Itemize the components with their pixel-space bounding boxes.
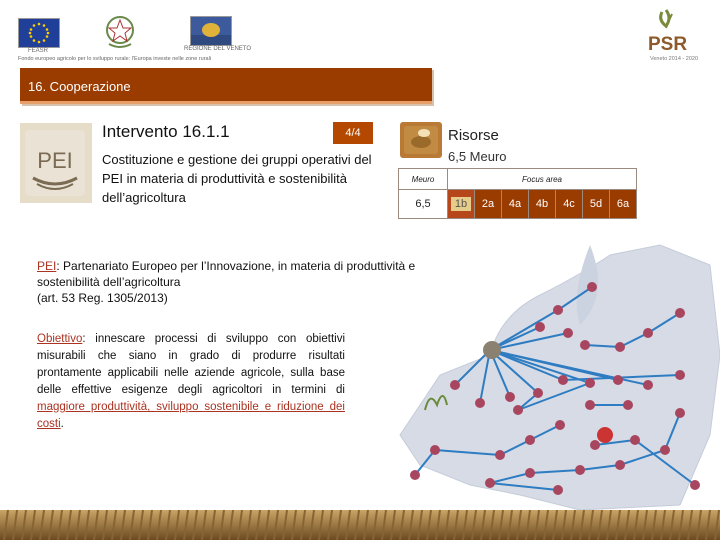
objective-end: . [60,418,64,430]
network-node [475,398,485,408]
veneto-region-logo [190,16,232,46]
wheat-footer-banner [0,510,720,540]
focus-area-cell: 5d [583,190,610,219]
header-caption: Fondo europeo agricolo per lo sviluppo rurale: l'Europa investe nelle zone rurali [18,56,212,62]
network-node [643,380,653,390]
veneto-logo-label: REGIONE DEL VENETO [184,46,252,52]
network-node [430,445,440,455]
italian-emblem-logo [103,12,137,52]
network-node [553,485,563,495]
intervention-description: Costituzione e gestione dei gruppi operativi del PEI in materia di produttività e sostenibilità dell’agricoltura [102,152,372,205]
network-node [675,308,685,318]
network-node [485,478,495,488]
network-node [563,328,573,338]
focus-area-cell: 6a [610,190,637,219]
network-node [535,322,545,332]
network-node [450,380,460,390]
network-node [613,375,623,385]
focus-area-cell: 4b [529,190,556,219]
objective-text: : innescare processi di sviluppo con obiettivi misurabili che siano in grado di produrre risultati prontamente applicabili nelle aziende agricole, sulla base delle effettive esigenze degli agricoltori in termini di [37,333,345,396]
meuro-value: 6,5 [399,190,448,219]
psr-logo-title: PSR [648,34,688,55]
network-node [615,460,625,470]
objective-term: Obiettivo [37,333,83,345]
network-node [505,392,515,402]
psr-logo-sub: Veneto 2014 - 2020 [650,56,699,62]
eu-flag-logo [18,18,60,48]
network-node [590,440,600,450]
network-node [675,408,685,418]
focus-area-header: Focus area [448,169,637,190]
objective-paragraph [37,331,345,433]
coins-icon [400,122,442,158]
ladybug-icon [597,427,613,443]
network-node [525,435,535,445]
pei-icon-label: PEI [37,148,73,173]
network-node [495,450,505,460]
section-title: 16. Cooperazione [28,79,131,94]
network-node [558,375,568,385]
resources-value: 6,5 Meuro [448,149,507,164]
network-node [623,400,633,410]
pei-term: PEI [37,259,57,273]
network-node [555,420,565,430]
network-node [585,400,595,410]
focus-area-cell: 4c [556,190,583,219]
pei-icon [25,130,85,196]
network-node [585,378,595,388]
network-node [533,388,543,398]
intervention-title: Intervento 16.1.1 [102,122,230,141]
resources-title: Risorse [448,127,499,144]
network-node [643,328,653,338]
network-node [553,305,563,315]
pei-reference: (art. 53 Reg. 1305/2013) [37,291,168,305]
network-node [513,405,523,415]
farmer-icon [483,341,501,359]
network-node [690,480,700,490]
network-node [525,468,535,478]
network-node [410,470,420,480]
network-node [630,435,640,445]
pei-definition [37,258,472,306]
network-node [615,342,625,352]
eu-logo-label: FEASR [28,48,49,54]
network-node [675,370,685,380]
pei-definition-text: : Partenariato Europeo per l’Innovazione, in materia di produttività e sostenibilità dell’agricoltura [37,259,416,289]
network-node [587,282,597,292]
network-node [575,465,585,475]
focus-area-cell: 4a [502,190,529,219]
network-node [660,445,670,455]
page-counter-badge: 4/4 [333,122,373,144]
objective-highlight: maggiore produttività, sviluppo sostenibile e riduzione dei costi [37,401,345,430]
focus-area-cell: 2a [475,190,502,219]
network-node [580,340,590,350]
meuro-header: Meuro [399,169,448,190]
focus-area-cell: 1b [448,190,475,219]
focus-area-table [398,168,637,219]
